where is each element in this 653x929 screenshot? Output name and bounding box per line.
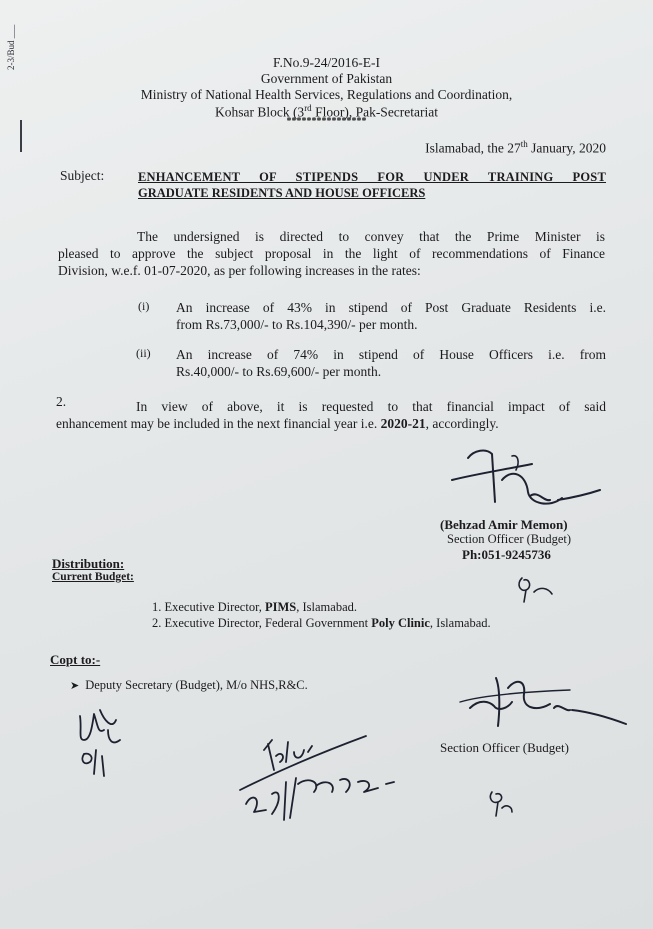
para2-line-2: enhancement may be included in the next financial year i.e. 2020-21, accordingly. bbox=[56, 416, 499, 431]
handwritten-initials-icon bbox=[64, 700, 134, 790]
bottom-initials-icon bbox=[482, 784, 522, 824]
signatory-name: (Behzad Amir Memon) bbox=[440, 517, 568, 532]
date-line: Islamabad, the 27th January, 2020 bbox=[425, 139, 606, 156]
copy-to-item: ➤ Deputy Secretary (Budget), M/o NHS,R&C. bbox=[70, 678, 308, 692]
item-2-line-2: Rs.40,000/- to Rs.69,600/- per month. bbox=[176, 364, 382, 379]
signature-officer-icon bbox=[440, 440, 620, 520]
address-line: Kohsar Block (3rd Floor), Pak-Secretariat bbox=[214, 103, 439, 120]
item-1-number: (i) bbox=[138, 299, 150, 313]
second-signatory-designation: Section Officer (Budget) bbox=[440, 740, 569, 755]
file-number: F.No.9-24/2016-E-I bbox=[273, 55, 380, 70]
para1-line-3: Division, w.e.f. 01-07-2020, as per following increases in the rates: bbox=[58, 263, 421, 278]
handwritten-date-icon bbox=[228, 722, 418, 832]
distribution-item-1: 1. Executive Director, PIMS, Islamabad. bbox=[152, 600, 357, 614]
initials-mark-icon bbox=[512, 572, 562, 606]
item-1-line-1: An increase of 43% in stipend of Post Graduate Residents i.e. bbox=[176, 300, 606, 315]
margin-note-text: 2-3/Bud ___ bbox=[6, 24, 16, 70]
government-line: Government of Pakistan bbox=[260, 71, 393, 86]
signatory-phone: Ph:051-9245736 bbox=[462, 547, 551, 562]
distribution-item-2: 2. Executive Director, Federal Government Poly Clinic, Islamabad. bbox=[152, 616, 491, 630]
subject-line-2: GRADUATE RESIDENTS AND HOUSE OFFICERS bbox=[138, 186, 426, 200]
item-2-line-1: An increase of 74% in stipend of House Officers i.e. from bbox=[176, 347, 606, 362]
para2-line-1: In view of above, it is requested to that financial impact of said bbox=[136, 399, 606, 414]
para2-number: 2. bbox=[56, 394, 67, 409]
distribution-label: Distribution: bbox=[52, 556, 125, 571]
signatory-designation: Section Officer (Budget) bbox=[447, 532, 572, 546]
subject-line-1: ENHANCEMENT OF STIPENDS FOR UNDER TRAINING POST bbox=[138, 170, 606, 184]
header-stars: **************** bbox=[286, 116, 367, 127]
subject-label: Subject: bbox=[60, 168, 105, 183]
para1-line-1: The undersigned is directed to convey that the Prime Minister is bbox=[137, 229, 605, 244]
ministry-line: Ministry of National Health Services, Regulations and Coordination, bbox=[140, 87, 513, 102]
distribution-sublabel: Current Budget: bbox=[52, 571, 134, 583]
signature-second-icon bbox=[450, 668, 630, 738]
arrow-bullet-icon: ➤ bbox=[70, 680, 80, 692]
copy-to-label: Copt to:- bbox=[50, 652, 101, 667]
item-1-line-2: from Rs.73,000/- to Rs.104,390/- per month. bbox=[176, 317, 418, 332]
para1-line-2: pleased to approve the subject proposal in the light of recommendations of Finance bbox=[58, 246, 605, 261]
item-2-number: (ii) bbox=[136, 346, 151, 360]
